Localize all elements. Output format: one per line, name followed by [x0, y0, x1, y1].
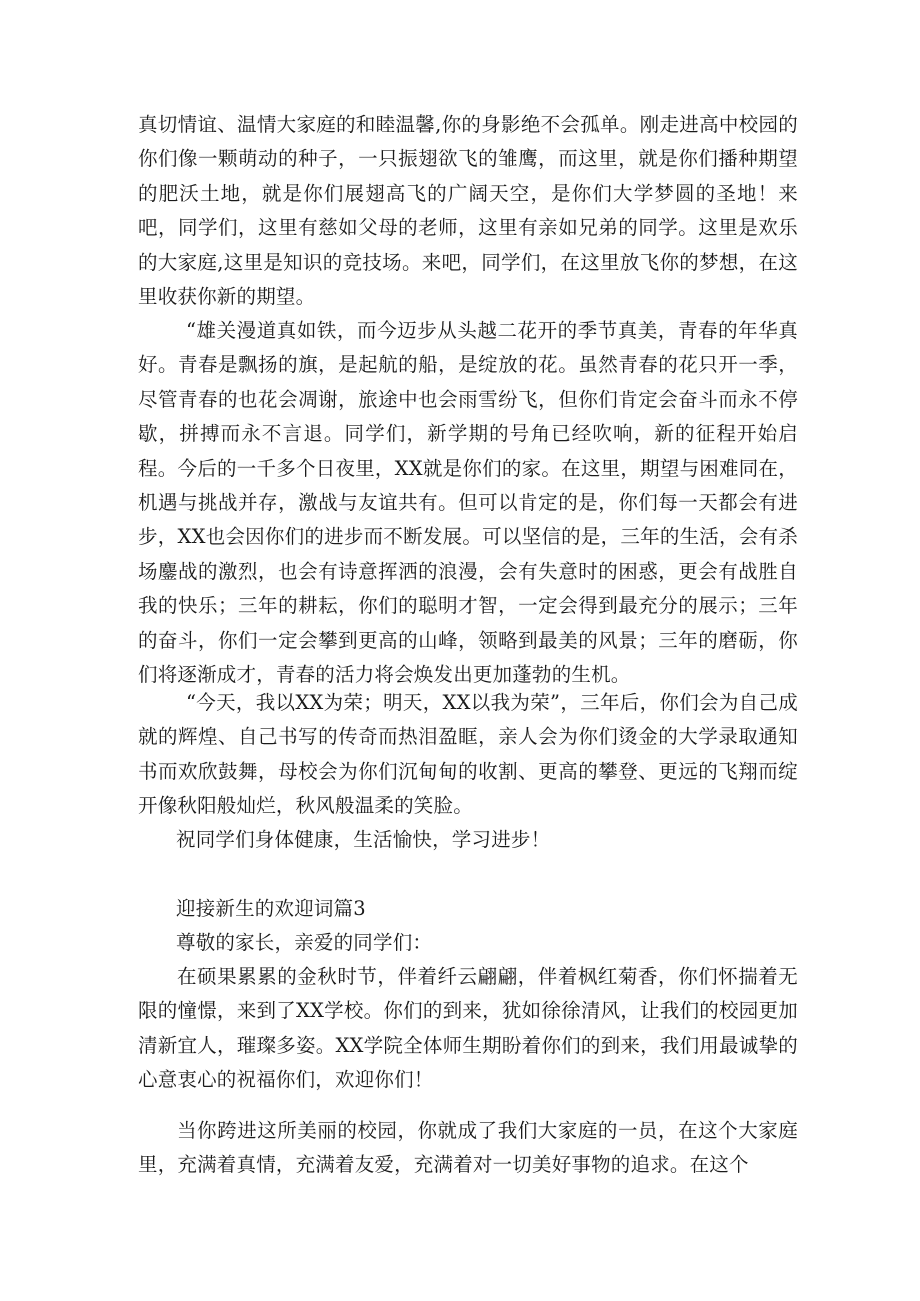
salutation: 尊敬的家长，亲爱的同学们：	[176, 931, 433, 954]
paragraph-campus: 当你跨进这所美丽的校园，你就成了我们大家庭的一员，在这个大家庭里，充满着真情，充满着友爱，充满着对一切美好事物的追求。在这个	[138, 1119, 798, 1177]
section-heading: 迎接新生的欢迎词篇3	[176, 897, 366, 920]
paragraph-pride: “今天，我以XX为荣；明天，XX以我为荣”，三年后，你们会为自己成就的辉煌、自己书写的传奇而热泪盈眶，亲人会为你们烫金的大学录取通知书而欢欣鼓舞，母校会为你们沉甸甸的收割、更高的攀登、更远的飞翔而绽开像秋阳般灿烂，秋风般温柔的笑脸。	[138, 691, 798, 818]
paragraph-blessing: 祝同学们身体健康，生活愉快，学习进步！	[176, 828, 551, 851]
paragraph-welcome: 在硕果累累的金秋时节，伴着纤云翩翩，伴着枫红菊香，你们怀揣着无限的憧憬，来到了XX学校。你们的到来，犹如徐徐清风，让我们的校园更加清新宜人，璀璨多姿。XX学院全体师生期盼着你们的到来，我们用最诚挚的心意衷心的祝福你们，欢迎你们！	[138, 965, 798, 1092]
paragraph-youth: “雄关漫道真如铁，而今迈步从头越二花开的季节真美，青春的年华真好。青春是飘扬的旗，是起航的船，是绽放的花。虽然青春的花只开一季，尽管青春的也花会凋谢，旅途中也会雨雪纷飞，但你们肯定会奋斗而永不停歇，拼搏而永不言退。同学们，新学期的号角已经吹响，新的征程开始启程。今后的一千多个日夜里，XX就是你们的家。在这里，期望与困难同在，机遇与挑战并存，激战与友谊共有。但可以肯定的是，你们每一天都会有进步，XX也会因你们的进步而不断发展。可以坚信的是，三年的生活，会有杀场鏖战的激烈，也会有诗意挥洒的浪漫，会有失意时的困惑，更会有战胜自我的快乐；三年的耕耘，你们的聪明才智，一定会得到最充分的展示；三年的奋斗，你们一定会攀到更高的山峰，领略到最美的风景；三年的磨砺，你们将逐渐成才，青春的活力将会焕发出更加蓬勃的生机。	[138, 319, 798, 687]
paragraph-continued: 真切情谊、温情大家庭的和睦温馨,你的身影绝不会孤单。刚走进高中校园的你们像一颗萌动的种子，一只振翅欲飞的雏鹰，而这里，就是你们播种期望的肥沃土地，就是你们展翅高飞的广阔天空，是你们大学梦圆的圣地！来吧，同学们，这里有慈如父母的老师，这里有亲如兄弟的同学。这里是欢乐的大家庭,这里是知识的竞技场。来吧，同学们，在这里放飞你的梦想，在这里收获你新的期望。	[138, 113, 798, 309]
